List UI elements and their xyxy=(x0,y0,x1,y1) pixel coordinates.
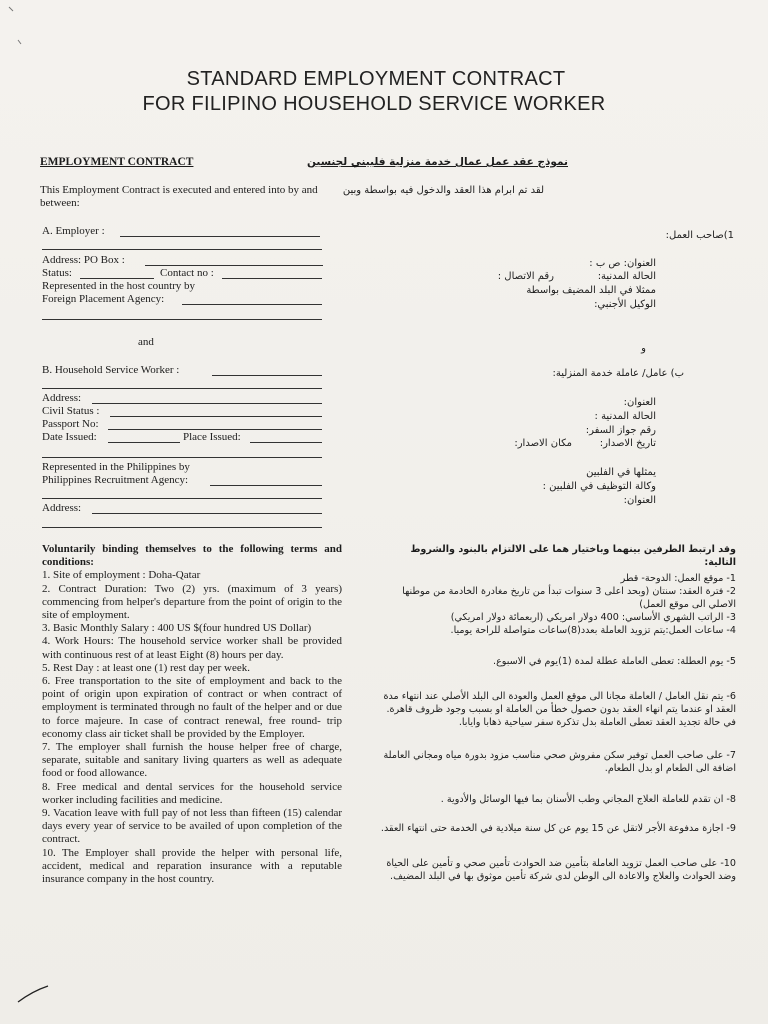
agency-address-label: Address: xyxy=(42,502,82,514)
term-7: 7. The employer shall furnish the house helper free of charge, separate, suitable and sanitary living quarters as well as adequate food or food allowance. xyxy=(42,741,342,780)
arabic-heading: نموذج عقد عمل عمال خدمة منزلية فلبيني لجنسين xyxy=(306,156,568,168)
and-label: and xyxy=(138,336,154,348)
employer-field[interactable] xyxy=(120,236,320,237)
arabic-date-issued: تاريخ الاصدار: xyxy=(599,438,656,449)
arabic-foreign-agent: الوكيل الأجنبي: xyxy=(594,299,656,310)
worker-address-field[interactable] xyxy=(92,403,322,404)
worker-address-label: Address: xyxy=(42,392,82,404)
agency-address-field[interactable] xyxy=(92,513,322,514)
scan-mark-top-left xyxy=(6,4,26,50)
arabic-term-1: 1- موقع العمل: الدوحة- قطر xyxy=(620,573,736,584)
terms-heading: Voluntarily binding themselves to the following terms and conditions: xyxy=(42,543,342,569)
place-issued-label: Place Issued: xyxy=(183,431,241,443)
term-9: 9. Vacation leave with full pay of not less than fifteen (15) calendar days every year of service to be availed of upon completion of the contract. xyxy=(42,807,342,846)
arabic-place-issued: مكان الاصدار: xyxy=(514,438,572,449)
term-1: 1. Site of employment : Doha-Qatar xyxy=(42,569,201,582)
worker-extra-line[interactable] xyxy=(42,457,322,458)
arabic-and: و xyxy=(641,343,646,354)
recruitment-agency-field[interactable] xyxy=(210,485,322,486)
arabic-contact: رقم الاتصال : xyxy=(497,271,554,282)
represented-host-line-2: Foreign Placement Agency: xyxy=(42,293,165,305)
term-8: 8. Free medical and dental services for the household service worker including facilities and medicine. xyxy=(42,780,342,806)
arabic-represented-ph: يمثلها في الفلبين xyxy=(586,467,656,478)
arabic-represented-host: ممثلا في البلد المضيف بواسطة xyxy=(526,285,656,296)
term-4: 4. Work Hours: The household service worker shall be provided with continuous rest of at least Eight (8) hours per day. xyxy=(42,635,342,661)
term-6: 6. Free transportation to the site of employment and back to the point of origin upon expiration of contract or when contract of employment is terminated through no fault of the helper and or due to force majeure. In case of contract renewal, free round- trip economy class air ticket shall be provided by the Employer. xyxy=(42,675,342,740)
term-10: 10. The Employer shall provide the helper with personal life, accident, medical and reparation insurance with a reputable insurance company in the host country. xyxy=(42,846,342,886)
date-issued-label: Date Issued: xyxy=(42,431,97,443)
employer-field-line-2[interactable] xyxy=(42,249,322,250)
date-issued-field[interactable] xyxy=(108,442,180,443)
arabic-civil: الحالة المدنية: xyxy=(597,271,656,282)
arabic-address-2: العنوان: xyxy=(623,495,656,506)
term-5: 5. Rest Day : at least one (1) rest day per week. xyxy=(42,661,251,674)
contact-field[interactable] xyxy=(222,278,322,279)
term-2: 2. Contract Duration: Two (2) yrs. (maximum of 3 years) commencing from helper's departure from the point of origin to the site of employment. xyxy=(42,582,342,622)
recruitment-agency-field-line-2[interactable] xyxy=(42,498,322,499)
foreign-agency-field-line-2[interactable] xyxy=(42,319,322,320)
arabic-term-5: 5- يوم العطلة: تعطى العاملة عطلة لمدة (1)يوم في الاسبوع. xyxy=(493,656,736,667)
arabic-address: العنوان: xyxy=(623,397,656,408)
place-issued-field[interactable] xyxy=(250,442,322,443)
arabic-term-3: 3- الراتب الشهري الأساسي: 400 دولار امريكي (اربعمائة دولار امريكي) xyxy=(450,612,736,623)
arabic-worker: ب) عامل/ عاملة خدمة المنزلية: xyxy=(552,368,684,379)
worker-field[interactable] xyxy=(212,375,322,376)
passport-field[interactable] xyxy=(108,429,322,430)
arabic-term-2: 2- فترة العقد: سنتان (وبحد اعلى 3 سنوات تبدأ من تاريخ مغادرة الخادمة من موطنها الاصلي الى موقع العمل) xyxy=(402,586,736,610)
title-line-2: FOR FILIPINO HOUSEHOLD SERVICE WORKER xyxy=(142,93,606,115)
arabic-term-6: 6- يتم نقل العامل / العاملة مجانا الى موقع العمل والعودة الى البلد الأصلي عند انتهاء مدة العقد او عندما يتم انهاء العقد بدون حصول خطأ من العاملة او بسبب وجود ظروف قاهرة. في حالة تجديد العقد تعطى العاملة بدل تذكرة سفر سياحية ذهابا وايابا. xyxy=(383,691,736,728)
status-label: Status: xyxy=(42,267,72,279)
status-field[interactable] xyxy=(80,278,154,279)
arabic-term-4: 4- ساعات العمل:يتم تزويد العاملة بعدد(8)ساعات متواصلة للراحة يوميا. xyxy=(450,625,736,636)
arabic-term-7: 7- على صاحب العمل توفير سكن مفروش صحي مناسب مزود بدورة مياه ومجاني العاملة اضافة الى الطعام او بدل الطعام. xyxy=(383,750,736,774)
arabic-terms xyxy=(376,543,736,883)
employer-label: A. Employer : xyxy=(42,225,105,237)
arabic-term-8: 8- ان تقدم للعاملة العلاج المجاني وطب الأسنان بما فيها الوسائل والأدوية . xyxy=(440,794,736,805)
title-line-1: STANDARD EMPLOYMENT CONTRACT xyxy=(186,68,566,90)
passport-label: Passport No: xyxy=(42,418,99,430)
intro-line-1: This Employment Contract is executed and entered into by and xyxy=(40,184,318,196)
civil-status-label: Civil Status : xyxy=(42,405,100,417)
arabic-term-10: 10- على صاحب العمل تزويد العاملة بتأمين ضد الحوادث تأمين صحي و تأمين على الحياة وضد الحوادث والعلاج والاعادة الى الوطن لدى شركة تأمين موثوق بها في البلد المضيف. xyxy=(386,858,736,882)
arabic-intro: لقد تم ابرام هذا العقد والدخول فيه بواسطة وبين xyxy=(342,185,544,196)
english-terms xyxy=(42,543,342,886)
address-po-field[interactable] xyxy=(145,265,323,266)
intro-line-2: between: xyxy=(40,197,80,209)
agency-address-field-line-2[interactable] xyxy=(42,527,322,528)
term-3: 3. Basic Monthly Salary : 400 US $(four hundred US Dollar) xyxy=(42,622,312,635)
represented-host-line-1: Represented in the host country by xyxy=(42,280,196,292)
arabic-term-9: 9- اجازة مدفوعة الأجر لاتقل عن 15 يوم عن كل سنة ميلادية في الخدمة حتى انتهاء العقد. xyxy=(380,823,736,834)
arabic-address-po: العنوان: ص ب : xyxy=(589,258,656,269)
represented-ph-line-1: Represented in the Philippines by xyxy=(42,461,190,473)
arabic-recruit-agency: وكالة التوظيف في الفلبين : xyxy=(542,481,656,492)
arabic-employer: 1)صاحب العمل: xyxy=(665,230,734,241)
worker-label: B. Household Service Worker : xyxy=(42,364,180,376)
represented-ph-line-2: Philippines Recruitment Agency: xyxy=(42,474,189,486)
arabic-civil-status: الحالة المدنية : xyxy=(594,411,656,422)
employment-contract-heading: EMPLOYMENT CONTRACT xyxy=(40,156,194,168)
civil-status-field[interactable] xyxy=(110,416,322,417)
foreign-agency-field[interactable] xyxy=(182,304,322,305)
worker-field-line-2[interactable] xyxy=(42,388,322,389)
address-po-label: Address: PO Box : xyxy=(42,254,125,266)
contact-label: Contact no : xyxy=(160,267,214,279)
arabic-terms-heading: وقد ارتبط الطرفين بينهما وباختيار هما على الالتزام بالبنود والشروط التالية: xyxy=(410,544,736,568)
signature-stroke xyxy=(16,980,50,1006)
arabic-passport: رقم جواز السفر: xyxy=(585,425,656,436)
